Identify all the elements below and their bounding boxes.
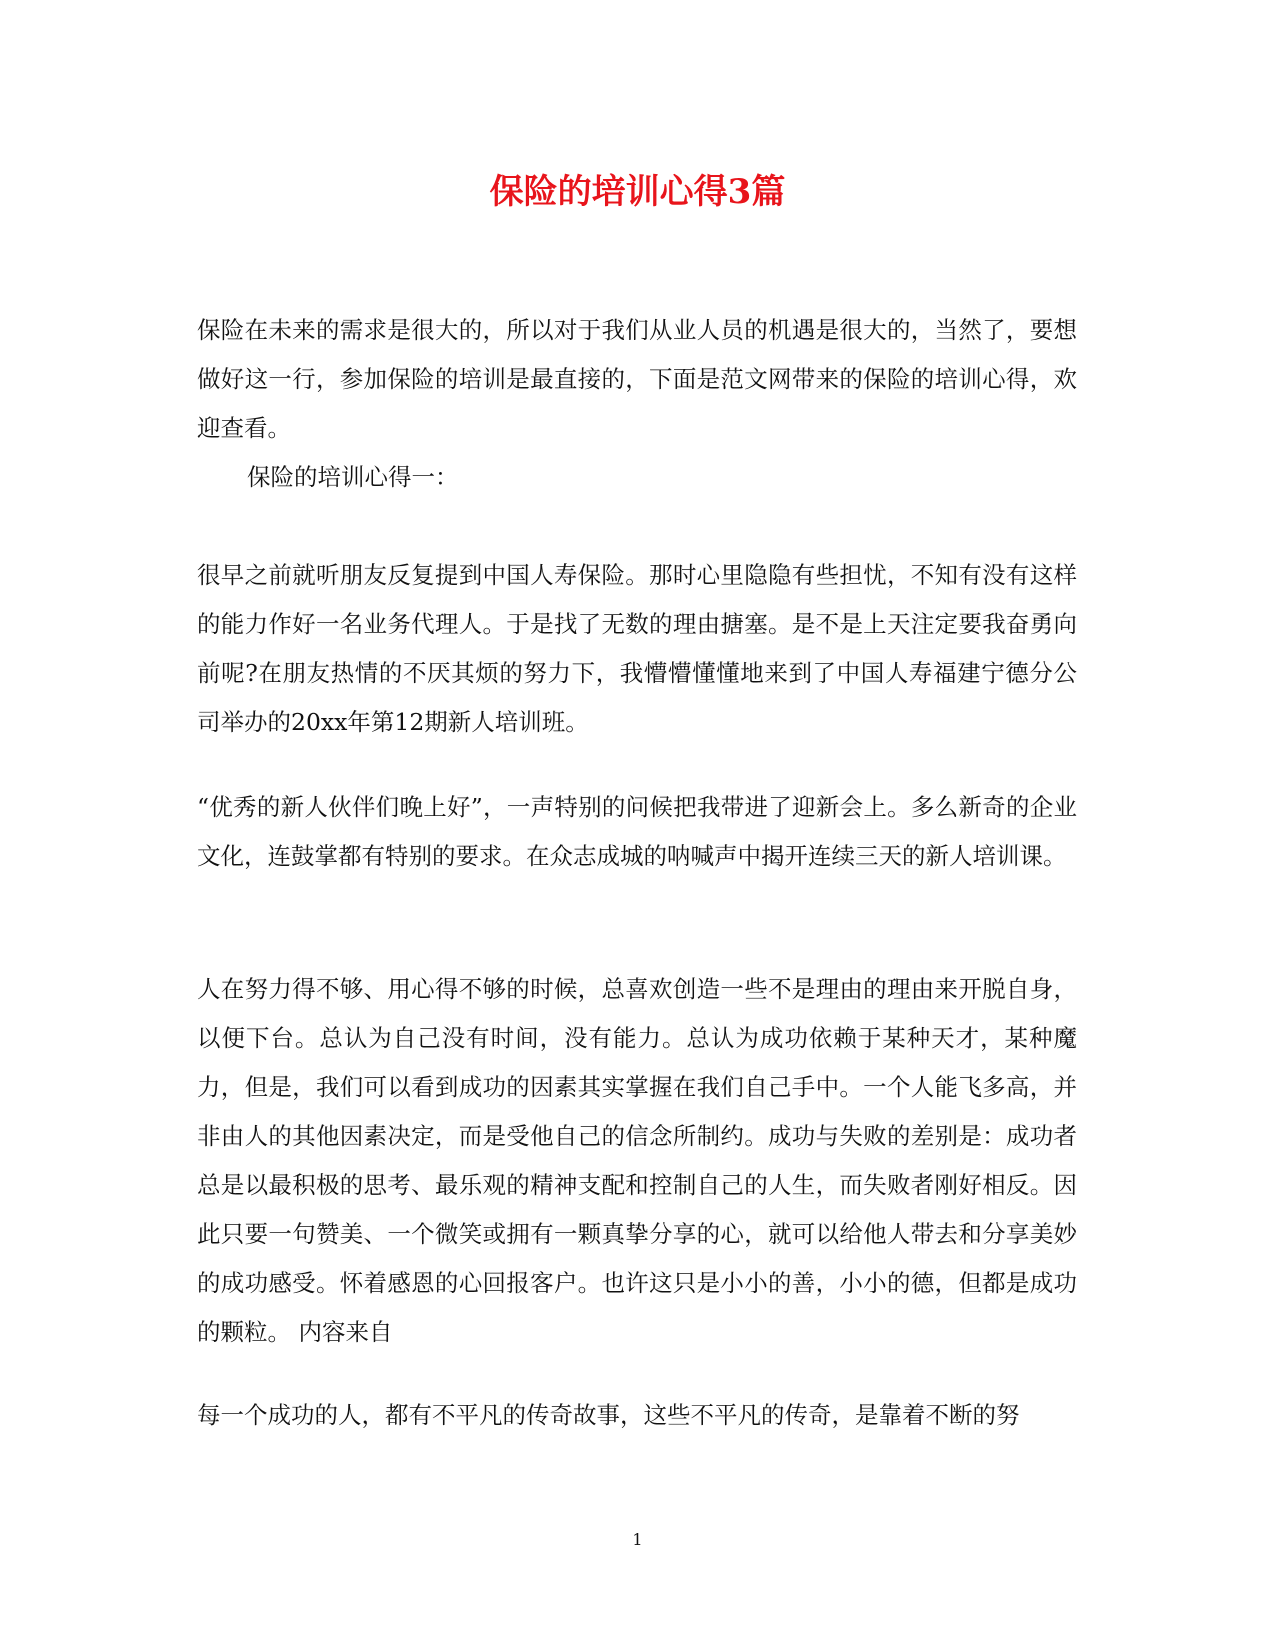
section-heading-one: 保险的培训心得一： bbox=[247, 463, 459, 491]
body-paragraph: 很早之前就听朋友反复提到中国人寿保险。那时心里隐隐有些担忧，不知有没有这样的能力作好一名业务代理人。于是找了无数的理由搪塞。是不是上天注定要我奋勇向前呢?在朋友热情的不厌其烦的努力下，我懵懵懂懂地来到了中国人寿福建宁德分公司举办的20xx年第12期新人培训班。 bbox=[197, 561, 1077, 736]
intro-paragraph: 保险在未来的需求是很大的，所以对于我们从业人员的机遇是很大的，当然了，要想做好这一行，参加保险的培训是最直接的，下面是范文网带来的保险的培训心得，欢迎查看。 bbox=[197, 316, 1077, 442]
page-number: 1 bbox=[632, 1530, 643, 1549]
body-paragraph: 人在努力得不够、用心得不够的时候，总喜欢创造一些不是理由的理由来开脱自身，以便下台。总认为自己没有时间，没有能力。总认为成功依赖于某种天才，某种魔力，但是，我们可以看到成功的因素其实掌握在我们自己手中。一个人能飞多高，并非由人的其他因素决定，而是受他自己的信念所制约。成功与失败的差别是：成功者总是以最积极的思考、最乐观的精神支配和控制自己的人生，而失败者刚好相反。因此只要一句赞美、一个微笑或拥有一颗真挚分享的心，就可以给他人带去和分享美妙的成功感受。怀着感恩的心回报客户。也许这只是小小的善，小小的德，但都是成功的颗粒。 内容来自 bbox=[197, 975, 1077, 1346]
body-paragraph: “优秀的新人伙伴们晚上好”，一声特别的问候把我带进了迎新会上。多么新奇的企业文化，连鼓掌都有特别的要求。在众志成城的呐喊声中揭开连续三天的新人培训课。 bbox=[197, 793, 1077, 870]
document-title: 保险的培训心得3篇 bbox=[489, 172, 786, 212]
body-paragraph: 每一个成功的人，都有不平凡的传奇故事，这些不平凡的传奇，是靠着不断的努 bbox=[197, 1401, 1020, 1429]
